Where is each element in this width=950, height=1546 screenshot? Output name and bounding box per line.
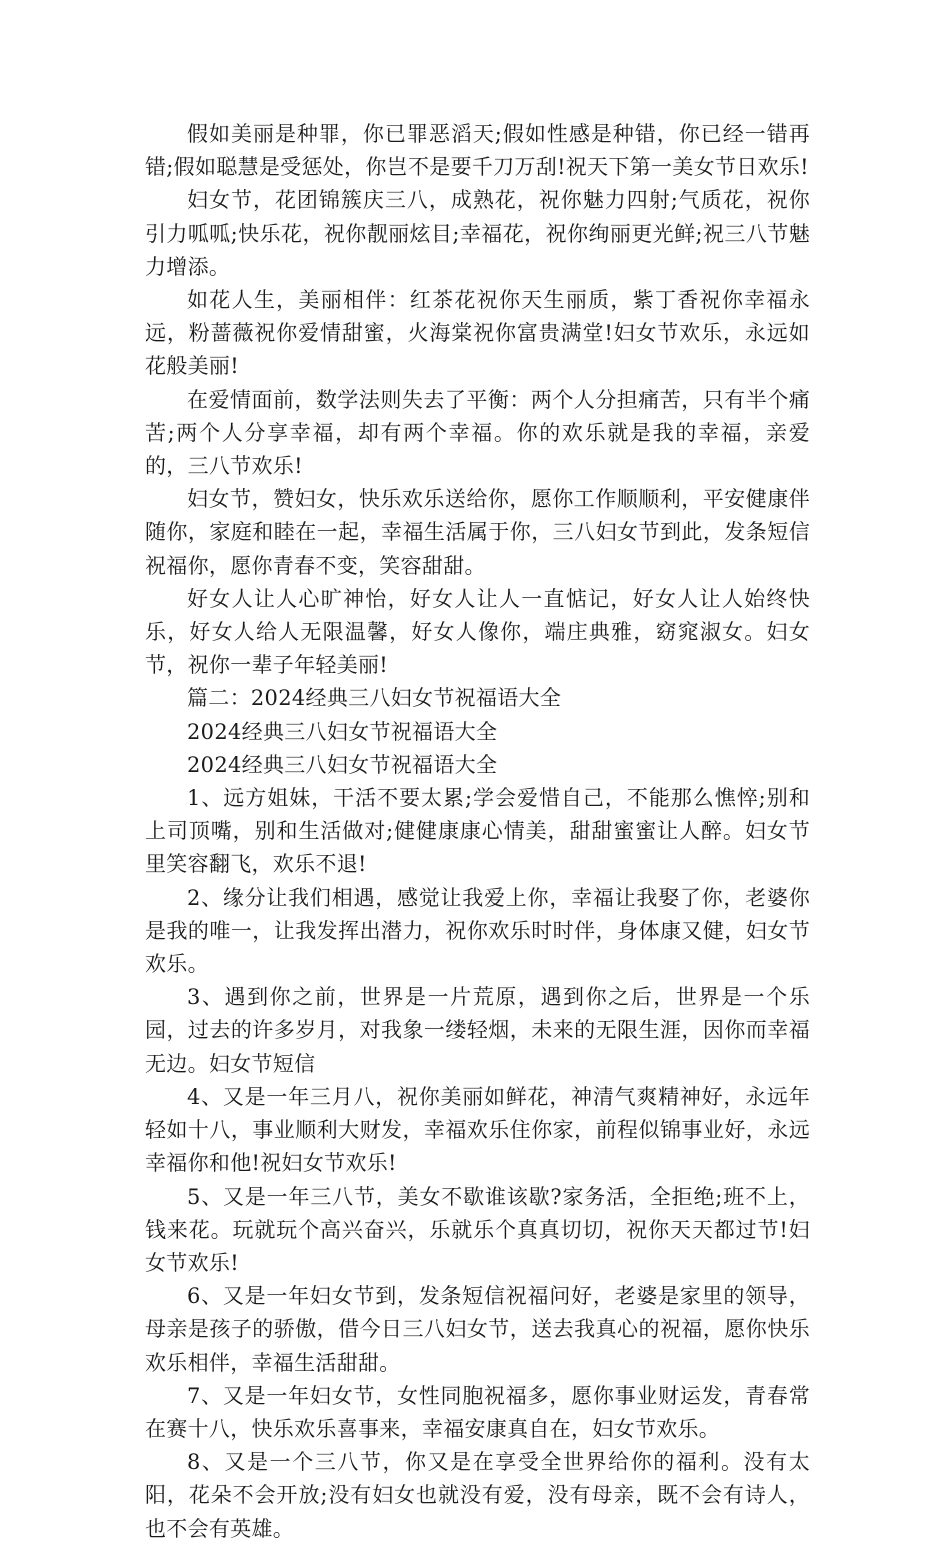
list-item: 3、遇到你之前，世界是一片荒原，遇到你之后，世界是一个乐园，过去的许多岁月，对我象一缕轻烟，未来的无限生涯，因你而幸福无边。妇女节短信 (145, 985, 810, 1076)
paragraph: 在爱情面前，数学法则失去了平衡：两个人分担痛苦，只有半个痛苦;两个人分享幸福，却有两个幸福。你的欢乐就是我的幸福，亲爱的，三八节欢乐! (145, 387, 810, 479)
list-item: 7、又是一年妇女节，女性同胞祝福多，愿你事业财运发，青春常在赛十八，快乐欢乐喜事来，幸福安康真自在，妇女节欢乐。 (145, 1383, 810, 1441)
paragraph: 妇女节，赞妇女，快乐欢乐送给你，愿你工作顺顺利，平安健康伴随你，家庭和睦在一起，幸福生活属于你，三八妇女节到此，发条短信祝福你，愿你青春不变，笑容甜甜。 (145, 487, 810, 578)
list-item: 1、远方姐妹，干活不要太累;学会爱惜自己，不能那么憔悴;别和上司顶嘴，别和生活做对;健健康康心情美，甜甜蜜蜜让人醉。妇女节里笑容翻飞，欢乐不退! (145, 786, 810, 877)
paragraph: 假如美丽是种罪，你已罪恶滔天;假如性感是种错，你已经一错再错;假如聪慧是受惩处，你岂不是要千刀万刮!祝天下第一美女节日欢乐! (145, 122, 810, 180)
paragraph: 好女人让人心旷神怡，好女人让人一直惦记，好女人让人始终快乐，好女人给人无限温馨，好女人像你，端庄典雅，窈窕淑女。妇女节，祝你一辈子年轻美丽! (145, 586, 810, 678)
list-item: 6、又是一年妇女节到，发条短信祝福问好，老婆是家里的领导，母亲是孩子的骄傲，借今日三八妇女节，送去我真心的祝福，愿你快乐欢乐相伴，幸福生活甜甜。 (145, 1284, 810, 1375)
section-heading: 篇二：2024经典三八妇女节祝福语大全 (187, 686, 562, 711)
paragraph: 如花人生，美丽相伴：红茶花祝你天生丽质，紫丁香祝你幸福永远，粉蔷薇祝你爱情甜蜜，火海棠祝你富贵满堂!妇女节欢乐，永远如花般美丽! (145, 288, 810, 379)
section-title: 2024经典三八妇女节祝福语大全 (187, 719, 498, 744)
section-title: 2024经典三八妇女节祝福语大全 (187, 752, 498, 777)
list-item: 5、又是一年三八节，美女不歇谁该歇?家务活，全拒绝;班不上，钱来花。玩就玩个高兴奋兴，乐就乐个真真切切，祝你天天都过节!妇女节欢乐! (145, 1184, 810, 1275)
paragraph: 妇女节，花团锦簇庆三八，成熟花，祝你魅力四射;气质花，祝你引力呱呱;快乐花，祝你靓丽炫目;幸福花，祝你绚丽更光鲜;祝三八节魅力增添。 (145, 188, 810, 279)
list-item: 4、又是一年三月八，祝你美丽如鲜花，神清气爽精神好，永远年轻如十八，事业顺利大财发，幸福欢乐住你家，前程似锦事业好，永远幸福你和他!祝妇女节欢乐! (145, 1084, 810, 1176)
list-item: 2、缘分让我们相遇，感觉让我爱上你，幸福让我娶了你，老婆你是我的唯一，让我发挥出潜力，祝你欢乐时时伴，身体康又健，妇女节欢乐。 (145, 885, 810, 977)
list-item: 8、又是一个三八节，你又是在享受全世界给你的福利。没有太阳，花朵不会开放;没有妇女也就没有爱，没有母亲，既不会有诗人，也不会有英雄。 (145, 1450, 810, 1541)
document-body (145, 118, 810, 1546)
